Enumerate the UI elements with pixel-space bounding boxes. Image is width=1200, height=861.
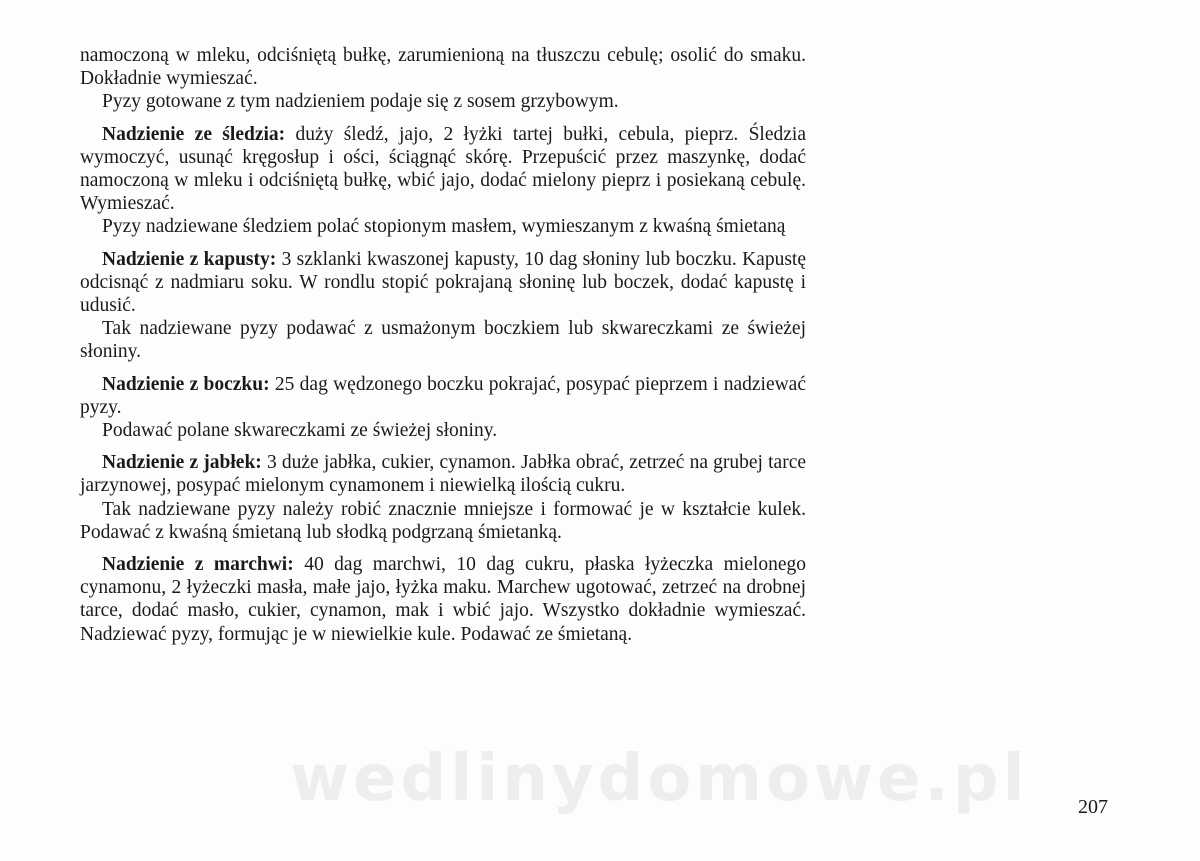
recipe-bacon-filling — [80, 373, 806, 419]
paragraph-serving-note — [80, 498, 806, 544]
recipe-label: Nadzienie z marchwi: — [102, 554, 294, 576]
recipe-herring-filling — [80, 123, 806, 216]
recipe-carrot-filling — [80, 553, 806, 646]
page-text — [80, 44, 806, 646]
paragraph-text: 25 dag wędzonego boczku pokrajać, posypać pieprzem i nadziewać pyzy. — [80, 373, 806, 418]
recipe-label: Nadzienie ze śledzia: — [102, 123, 286, 145]
paragraph-text: Tak nadziewane pyzy podawać z usmażonym boczkiem lub skwareczkami ze świeżej słoniny. — [80, 318, 806, 363]
watermark: wedlinydomowe.pl — [290, 742, 1029, 816]
paragraph-text: 40 dag marchwi, 10 dag cukru, płaska łyżeczka mielonego cynamonu, 2 łyżeczki masła, małe jajo, łyżka maku. Marchew ugotować, zetrzeć na drobnej tarce, dodać masło, cukier, cynamon, mak i wbić jajo. Wszystko dokładnie wymieszać. Nadziewać pyzy, formując je w niewielkie kule. Podawać ze śmietaną. — [80, 554, 806, 645]
paragraph-text: Pyzy nadziewane śledziem polać stopionym masłem, wymieszanym z kwaśną śmietaną — [102, 216, 786, 238]
recipe-apple-filling — [80, 451, 806, 497]
paragraph-text: 3 duże jabłka, cukier, cynamon. Jabłka obrać, zetrzeć na grubej tarce jarzynowej, posypać mielonym cynamonem i niewielką ilością cukru. — [80, 452, 807, 497]
recipe-cabbage-filling — [80, 248, 806, 318]
recipe-label: Nadzienie z boczku: — [102, 373, 270, 395]
paragraph-text: namoczoną w mleku, odciśniętą bułkę, zarumienioną na tłuszczu cebulę; osolić do smaku. Dokładnie wymieszać. — [80, 45, 806, 90]
page-number: 207 — [1078, 796, 1108, 818]
paragraph-continuation — [80, 44, 806, 90]
recipe-label: Nadzienie z jabłek: — [102, 452, 262, 474]
paragraph-text: Tak nadziewane pyzy należy robić znacznie mniejsze i formować je w kształcie kulek. Podawać z kwaśną śmietaną lub słodką podgrzaną śmietanką. — [80, 498, 806, 543]
paragraph-serving-note — [80, 215, 806, 238]
paragraph-serving-note — [80, 90, 806, 113]
recipe-label: Nadzienie z kapusty: — [102, 248, 277, 270]
paragraph-serving-note — [80, 317, 806, 363]
paragraph-text: Pyzy gotowane z tym nadzieniem podaje się z sosem grzybowym. — [102, 91, 619, 113]
paragraph-text: 3 szklanki kwaszonej kapusty, 10 dag słoniny lub boczku. Kapustę odcisnąć z nadmiaru soku. W rondlu stopić pokrajaną słoninę lub boczek, dodać kapustę i udusić. — [80, 248, 807, 317]
paragraph-text: duży śledź, jajo, 2 łyżki tartej bułki, cebula, pieprz. Śledzia wymoczyć, usunąć kręgosłup i ości, ściągnąć skórę. Przepuścić przez maszynkę, dodać namoczoną w mleku i odciśniętą bułkę, wbić jajo, dodać mielony pieprz i posiekaną cebulę. Wymieszać. — [80, 123, 806, 215]
paragraph-serving-note — [80, 419, 806, 442]
paragraph-text: Podawać polane skwareczkami ze świeżej słoniny. — [102, 420, 498, 442]
